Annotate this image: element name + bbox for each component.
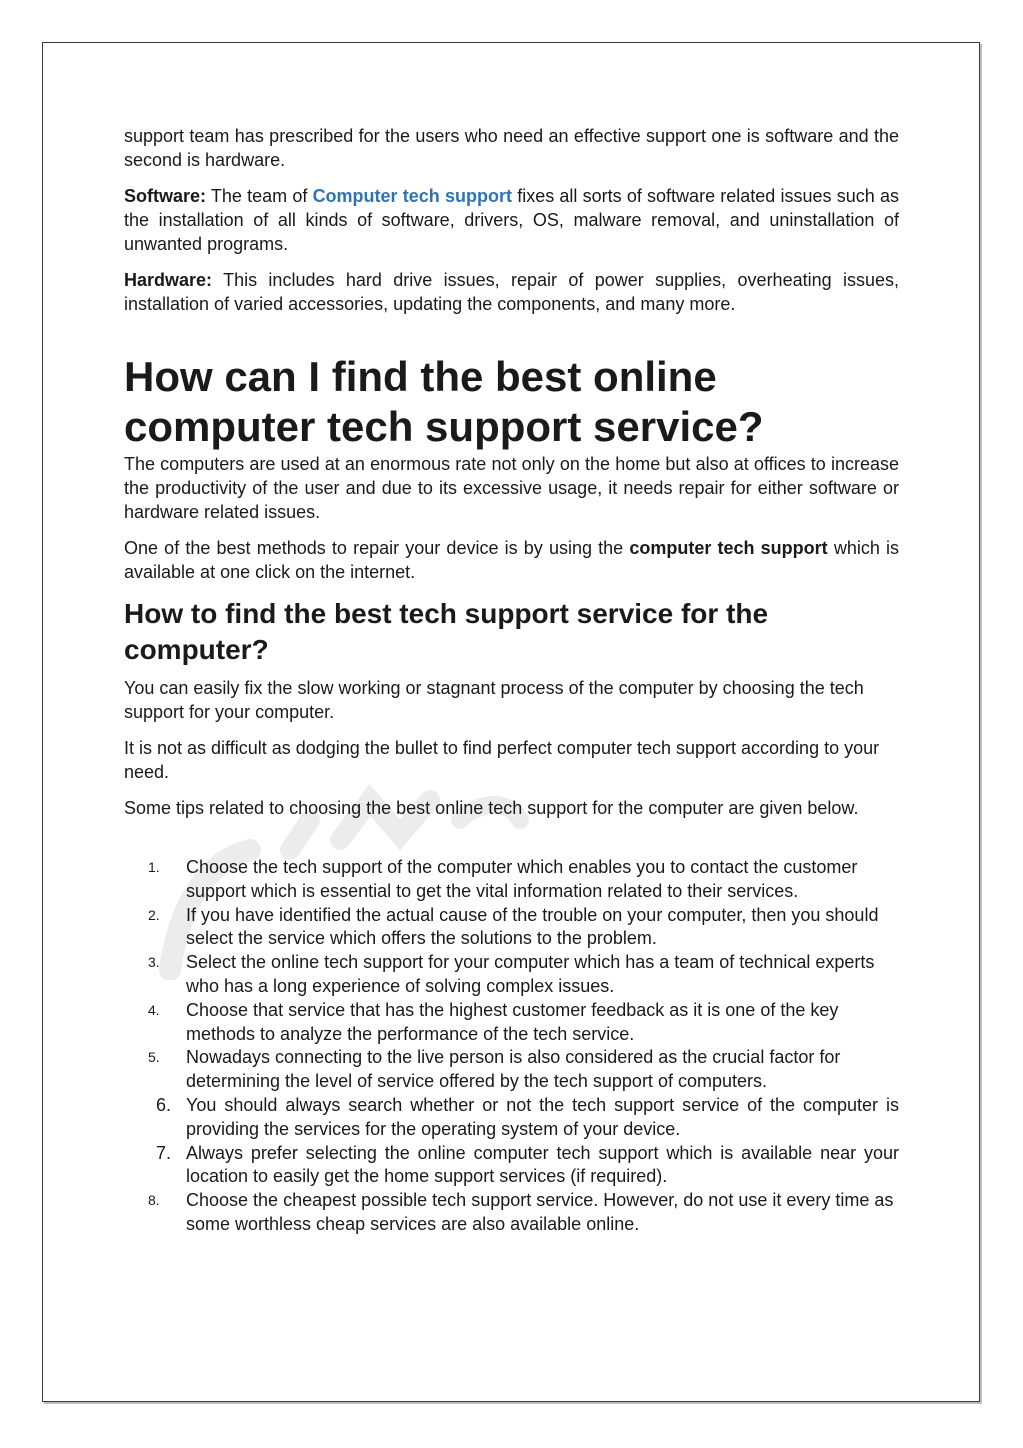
list-item-text: Choose the tech support of the computer which enables you to contact the customer support which is essential to get the vital information related to their services. (186, 857, 858, 901)
section1-paragraph-2-pre: One of the best methods to repair your device is by using the (124, 538, 630, 558)
list-item (124, 1094, 899, 1142)
list-item (124, 951, 899, 999)
software-label: Software: (124, 186, 207, 206)
section1-heading: How can I find the best online computer tech support service? (124, 353, 764, 450)
hardware-label: Hardware: (124, 270, 213, 290)
section2-heading: How to find the best tech support service for the computer? (124, 598, 769, 665)
list-item-text: If you have identified the actual cause of the trouble on your computer, then you should select the service which offers the solutions to the problem. (186, 904, 879, 949)
list-item-text: Choose the cheapest possible tech support service. However, do not use it every time as some worthless cheap services are also available online. (186, 1190, 894, 1234)
list-item-text: You should always search whether or not the tech support service of the computer is providing the services for the operating system of your device. (186, 1094, 899, 1139)
list-item-number: 1. (148, 859, 160, 875)
hardware-paragraph (124, 268, 899, 316)
section2-paragraph-3: Some tips related to choosing the best online tech support for the computer are given below. (124, 798, 859, 818)
tips-list (124, 856, 899, 1237)
hardware-text: This includes hard drive issues, repair of power supplies, overheating issues, installation of varied accessories, updating the components, and many more. (124, 270, 899, 314)
document-body (124, 124, 899, 1237)
section1-paragraph-2 (124, 536, 899, 584)
list-item (124, 904, 899, 952)
section2-paragraph-1: You can easily fix the slow working or stagnant process of the computer by choosing the tech support for your computer. (124, 678, 864, 722)
list-item-number: 3. (148, 954, 160, 971)
list-item-number: 6. (156, 1094, 172, 1115)
software-post-text: fixes all sorts of software related issues such as the installation of all kinds of software, drivers, OS, malware removal, and uninstallation of unwanted programs. (124, 186, 899, 254)
computer-tech-support-bold: computer tech support (629, 538, 828, 558)
list-item (124, 999, 899, 1047)
software-paragraph (124, 184, 899, 256)
list-item-text: Always prefer selecting the online computer tech support which is available near your location to easily get the home support services (if required). (186, 1142, 899, 1187)
list-item-number: 8. (148, 1192, 160, 1209)
list-item (124, 1189, 899, 1237)
software-pre-text: The team of (206, 186, 313, 206)
list-item-text: Select the online tech support for your computer which has a team of technical experts who has a long experience of solving complex issues. (186, 952, 875, 996)
computer-tech-support-link[interactable]: Computer tech support (312, 186, 512, 206)
list-item-number: 2. (148, 906, 160, 923)
section1-paragraph-1: The computers are used at an enormous rate not only on the home but also at offices to increase the productivity of the user and due to its excessive usage, it needs repair for either software or hardware related issues. (124, 454, 899, 522)
list-item (124, 1046, 899, 1094)
list-item-number: 5. (148, 1049, 160, 1066)
list-item-number: 7. (156, 1142, 172, 1163)
section2-paragraph-2: It is not as difficult as dodging the bullet to find perfect computer tech support according to your need. (124, 738, 880, 782)
list-item-number: 4. (148, 1001, 160, 1018)
list-item-text: Nowadays connecting to the live person is also considered as the crucial factor for determining the level of service offered by the tech support of computers. (186, 1047, 841, 1092)
intro-paragraph: support team has prescribed for the users who need an effective support one is software and the second is hardware. (124, 126, 899, 170)
section1-paragraph-2-post: which is available at one click on the internet. (124, 538, 899, 582)
list-item (124, 856, 899, 904)
list-item-text: Choose that service that has the highest customer feedback as it is one of the key methods to analyze the performance of the tech service. (186, 999, 839, 1044)
list-item (124, 1142, 899, 1190)
